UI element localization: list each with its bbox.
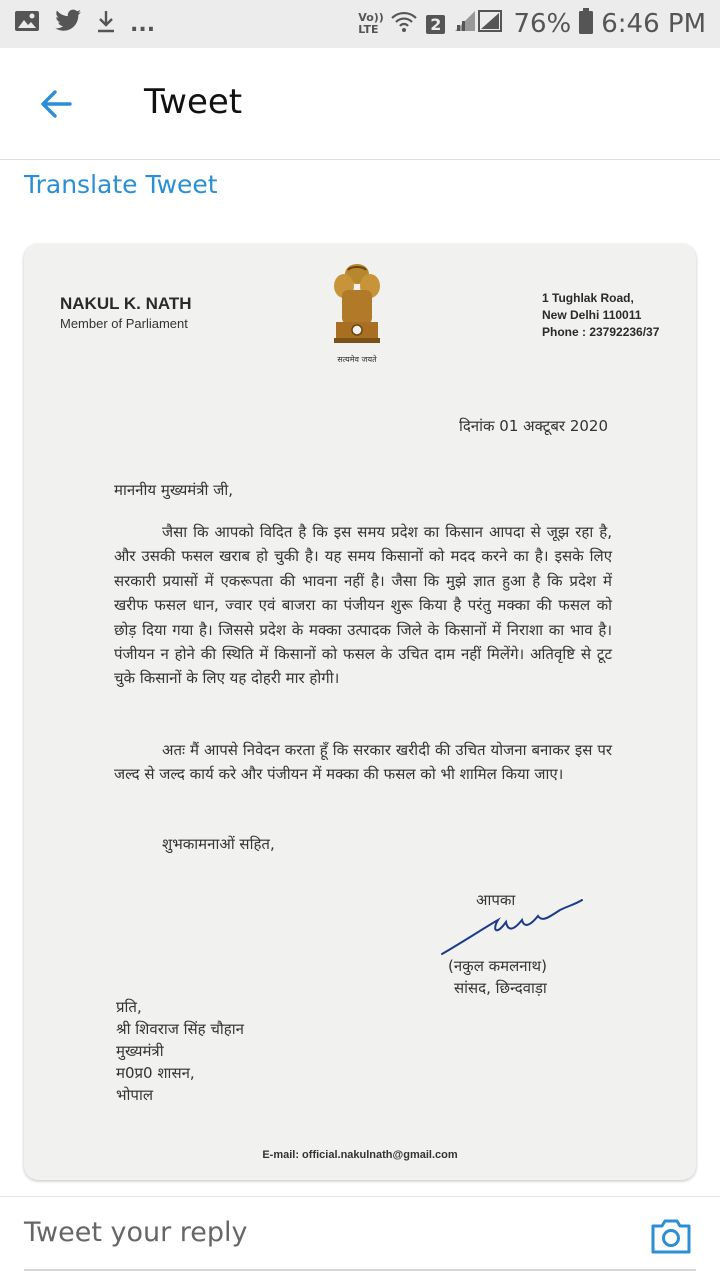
emblem-motto: सत्यमेव जयते [337, 355, 377, 364]
status-left [14, 9, 155, 40]
recipient-line: प्रति, [116, 998, 142, 1016]
network-label: Vo)) LTE [358, 11, 384, 36]
address-phone: Phone : 23792236/37 [542, 325, 660, 339]
recipient-line: श्री शिवराज सिंह चौहान [116, 1020, 244, 1038]
recipient-line: भोपाल [116, 1086, 154, 1104]
national-emblem-icon [324, 260, 390, 364]
closing: शुभकामनाओं सहित, [162, 835, 275, 853]
app-bar [0, 48, 720, 160]
status-bar [0, 0, 720, 48]
recipient-line: म0प्र0 शासन, [116, 1064, 195, 1082]
reply-bar [0, 1196, 720, 1280]
sender-role: Member of Parliament [60, 316, 188, 331]
sender-name: NAKUL K. NATH [60, 294, 192, 313]
battery-icon [579, 8, 593, 41]
gallery-icon [14, 9, 40, 39]
signer-designation: सांसद, छिन्दवाड़ा [454, 979, 547, 997]
letter-paragraph-2: अतः मैं आपसे निवेदन करता हूँ कि सरकार खरीदी की उचित योजना बनाकर इस पर जल्द से जल्द कार्य करे और पंजीयन में मक्का की फसल को भी शामिल किया जाए। [114, 741, 612, 784]
page-title: Tweet [144, 82, 243, 122]
clock: 6:46 PM [601, 9, 706, 39]
back-arrow-icon[interactable] [36, 84, 76, 124]
signal-icon [453, 9, 505, 40]
recipient-block [116, 996, 244, 1106]
letter-email: E-mail: official.nakulnath@gmail.com [262, 1149, 458, 1161]
address-line: New Delhi 110011 [542, 308, 642, 322]
sender-address [542, 290, 659, 341]
twitter-icon [54, 9, 82, 40]
address-line: 1 Tughlak Road, [542, 291, 634, 305]
signer-name: (नकुल कमलनाथ) [448, 957, 547, 975]
reply-input[interactable]: Tweet your reply [24, 1217, 248, 1248]
reply-underline [24, 1269, 696, 1271]
battery-percent: 76% [513, 9, 572, 39]
more-notifications: ... [130, 11, 156, 37]
download-icon [96, 9, 116, 40]
recipient-line: मुख्यमंत्री [116, 1042, 164, 1060]
salutation: माननीय मुख्यमंत्री जी, [114, 481, 233, 499]
sim-slot-badge: 2 [426, 15, 445, 34]
translate-tweet-link[interactable]: Translate Tweet [24, 170, 218, 199]
status-right [358, 8, 706, 41]
yours-label: आपका [476, 891, 516, 909]
letter-paragraph-1: जैसा कि आपको विदित है कि इस समय प्रदेश का किसान आपदा से जूझ रहा है, और उसकी फसल खराब हो चुकी है। यह समय किसानों को मदद करने का है। इसके लिए सरकारी प्रयासों में एकरूपता की भावना नहीं है। जैसा कि मुझे ज्ञात हुआ है कि प्रदेश में खरीफ फसल धान, ज्वार एवं बाजरा का पंजीयन शुरू किया है परंतु मक्का की फसल को छोड़ दिया गया है। जिससे प्रदेश के मक्का उत्पादक जिले के किसानों में निराशा का भाव है। पंजीयन न होने की स्थिति में किसानों को फसल के उचित दाम नहीं मिलेंगे। अतिवृष्टि से टूट चुके किसानों के लिए यह दोहरी मार होगी। [114, 523, 612, 688]
camera-icon[interactable] [650, 1217, 692, 1255]
letter-date: दिनांक 01 अक्टूबर 2020 [458, 417, 608, 435]
tweet-media-letter[interactable] [24, 244, 696, 1180]
wifi-icon [390, 9, 418, 40]
